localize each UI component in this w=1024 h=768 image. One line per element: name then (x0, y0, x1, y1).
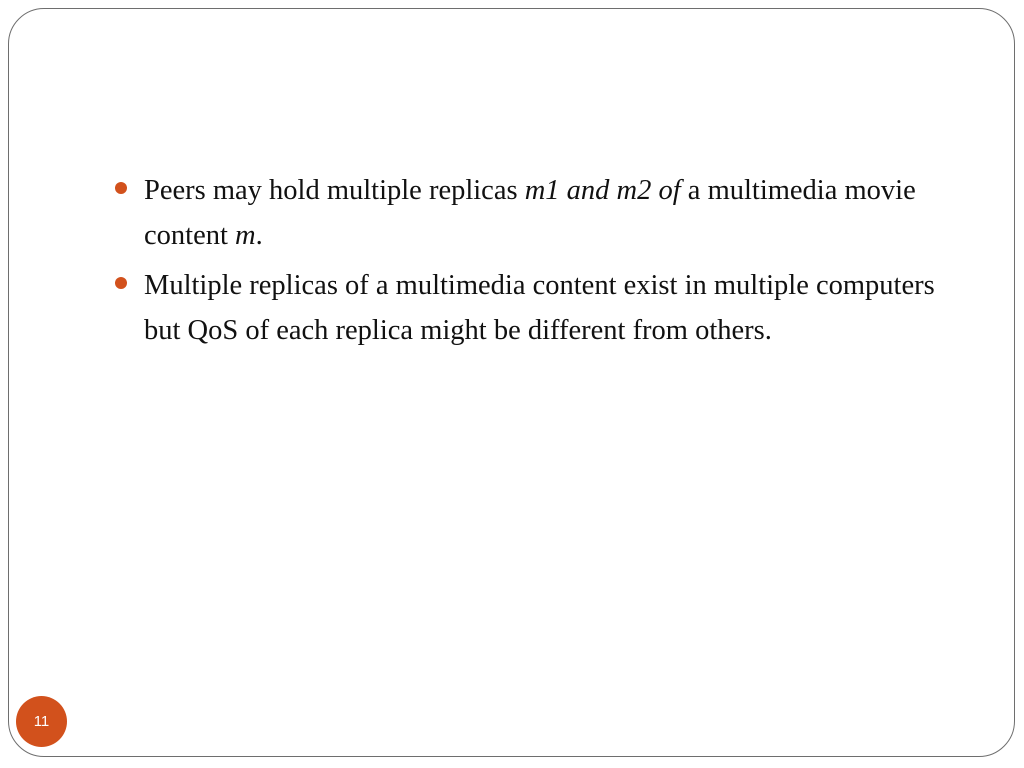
slide-frame (8, 8, 1015, 757)
bullet-icon (115, 277, 127, 289)
bullet-text-segment-italic: m (235, 220, 256, 251)
bullet-text-segment-italic: m1 and m2 of (524, 175, 681, 206)
bullet-item-replicas-m1-m2 (112, 168, 952, 258)
page-number-badge (16, 696, 67, 747)
bullet-item-multiple-replicas-qos (112, 263, 952, 353)
page-number: 11 (33, 713, 50, 730)
bullet-list (112, 168, 952, 358)
bullet-text-segment: Peers may hold multiple replicas (144, 175, 525, 206)
bullet-text-segment: Multiple replicas of a multimedia content exist in multiple computers but QoS of each replica might be different from others. (144, 270, 935, 346)
bullet-icon (115, 182, 127, 194)
bullet-text-segment: . (255, 220, 263, 251)
bullet-text-segment: a multimedia movie content (144, 175, 916, 251)
